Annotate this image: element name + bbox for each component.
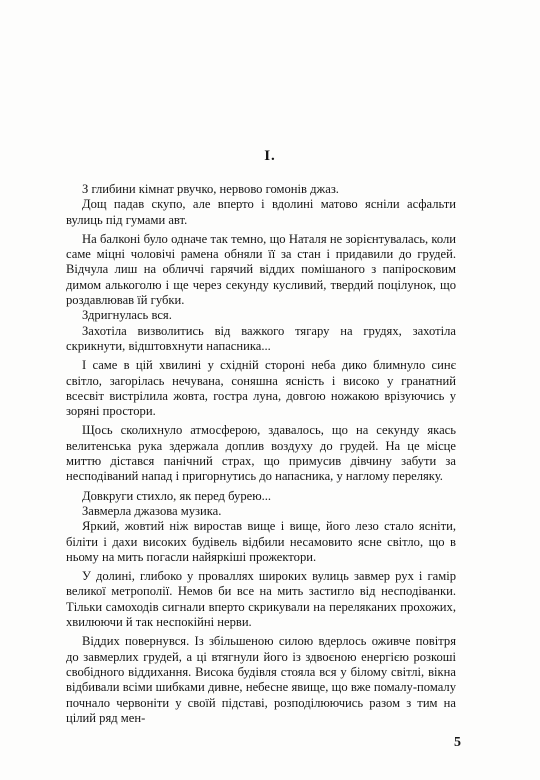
chapter-heading: I. (264, 148, 276, 164)
paragraph: Здригнулась вся. (82, 308, 172, 323)
paragraph: Захотіла визволитись від важкого тягару на грудях, захотіла скрикнути, відштовхнути напасника... (66, 323, 456, 353)
paragraph: Довкруги стихло, як перед бурею... (82, 488, 272, 503)
body-text (66, 182, 456, 726)
paragraph: У долині, глибоко у проваллях широких вулиць завмер рух і гамір великої метрополії. Немов би все на мить застигло від несподіванки. Тільки самоходів сигнали вперто скрикували на переляканих прохожих, хвилюючи й так неспокійні нерви. (66, 569, 456, 630)
paragraph: Щось сколихнуло атмосферою, здавалось, що на секунду якась велитенська рука здержала доплив воздуху до грудей. На це місце миттю дістався панічний страх, що примусив дівчину забути за несподіваний напад і пригорнутись до напасника, у наглому переляку. (66, 423, 456, 484)
paragraph: І саме в цій хвилині у східній стороні неба дико блимнуло синє світло, загорілась нечувана, соняшна ясність і високо у гранатний всесвіт вистрілила жовта, гостра луна, довгою ножакою врізуючись у зоряні простори. (66, 358, 456, 419)
paragraph: Дощ падав скупо, але вперто і вдолині матово ясніли асфальти вулиць під гумами авт. (66, 197, 456, 227)
page-number: 5 (454, 735, 461, 750)
paragraph: На балконі було одначе так темно, що Наталя не зорієнтувалась, коли саме міцні чоловічі рамена обняли її за стан і придавили до грудей. Відчула лиш на обличчі гарячий віддих помішаного з папіросковим димом алькоголю і ще через секунду кусливий, твердий поцілунок, що роздавлював їй губки. (66, 231, 456, 308)
paragraph: Віддих повернувся. Із збільшеною силою вдерлось оживче повітря до завмерлих грудей, а ці втягнули його із здвоєною енергією розкоші свобідного віддихання. Висока будівля стояла вся у білому світлі, вікна відбивали всіми шибками дивне, небесне явище, що вже помалу-помалу почнало червоніти у своїй підставі, розподілюючись разом з тим на цілий ряд мен- (66, 634, 456, 725)
paragraph: Завмерла джазова музика. (82, 503, 222, 518)
paragraph: З глибини кімнат рвучко, нервово гомонів джаз. (82, 182, 339, 196)
paragraph: Яркий, жовтий ніж виростав вище і вище, його лезо стало ясніти, біліти і дахи високих будівель відбили несамовито ясне світло, що в ньому на мить погасли найяркіші прожектори. (66, 519, 456, 564)
